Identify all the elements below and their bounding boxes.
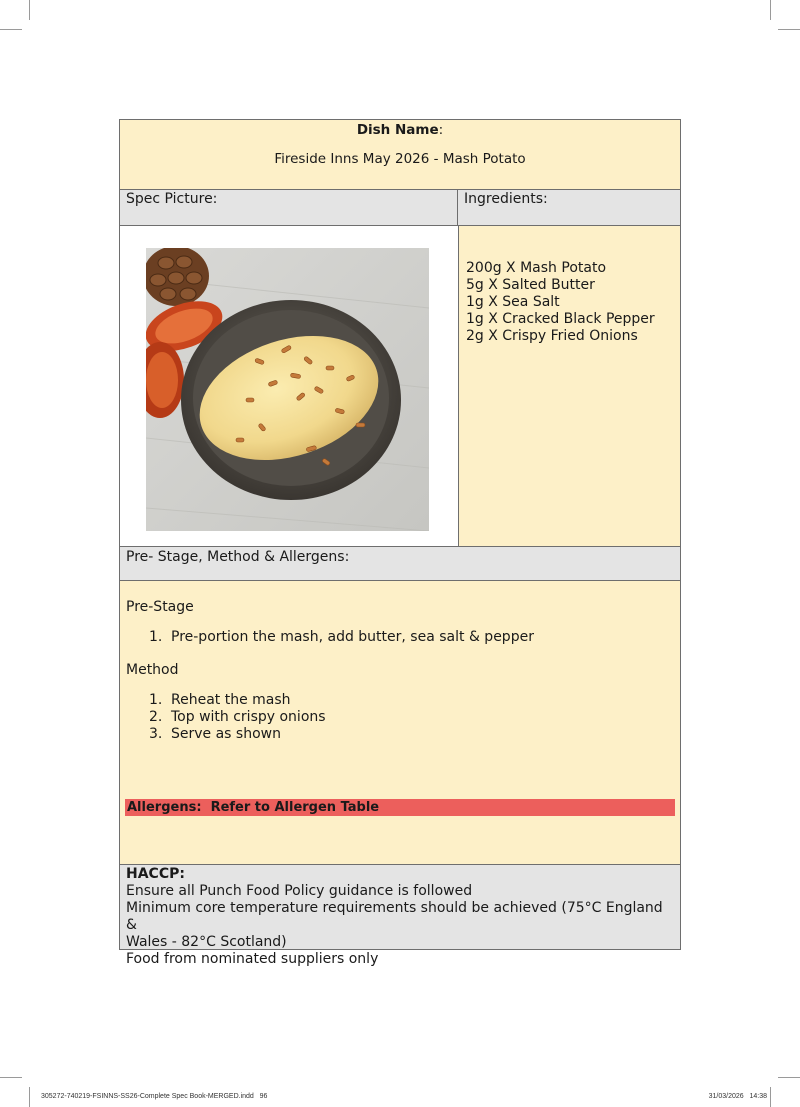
crop-mark <box>0 29 22 30</box>
footer-file-info: 305272-740219-FSINNS-SS26-Complete Spec Book-MERGED.indd 96 <box>41 1093 268 1100</box>
ingredients-header: Ingredients: <box>464 191 548 207</box>
method-step: 1. Reheat the mash <box>149 692 291 708</box>
method-step: 3. Serve as shown <box>149 726 281 742</box>
dish-name-section <box>120 120 680 190</box>
method-title: Method <box>126 662 179 678</box>
ingredients-cell <box>459 226 680 546</box>
prestage-list <box>126 629 674 646</box>
picture-ingredients-row <box>120 226 680 547</box>
crop-mark <box>778 29 800 30</box>
method-section <box>120 581 680 865</box>
crop-mark <box>778 1077 800 1078</box>
prestage-title: Pre-Stage <box>126 599 194 615</box>
spec-picture-header: Spec Picture: <box>120 190 458 225</box>
crop-mark <box>29 0 30 20</box>
haccp-line: Wales - 82°C Scotland) <box>126 934 287 950</box>
haccp-section <box>120 865 680 967</box>
prestage-step: 1. Pre-portion the mash, add butter, sea salt & pepper <box>149 629 534 645</box>
allergen-notice: Allergens: Refer to Allergen Table <box>125 799 675 816</box>
haccp-line: Food from nominated suppliers only <box>126 951 379 967</box>
spec-picture-cell <box>120 226 459 546</box>
haccp-line: Minimum core temperature requirements should be achieved (75°C England & <box>126 900 663 933</box>
ingredient-item: 1g X Cracked Black Pepper <box>466 311 655 327</box>
picture-ingredients-header <box>120 190 680 226</box>
spec-sheet <box>119 119 681 967</box>
footer-date: 31/03/2026 14:38 <box>708 1093 767 1100</box>
method-step: 2. Top with crispy onions <box>149 709 326 725</box>
method-header-row <box>120 547 680 581</box>
crop-mark <box>29 1087 30 1107</box>
ingredient-item: 2g X Crispy Fried Onions <box>466 328 638 344</box>
mash-potato-photo <box>146 248 429 531</box>
ingredient-item: 1g X Sea Salt <box>466 294 560 310</box>
method-header: Pre- Stage, Method & Allergens: <box>126 549 350 565</box>
crop-mark <box>770 1087 771 1107</box>
ingredient-item: 200g X Mash Potato <box>466 260 607 276</box>
method-list <box>126 692 674 743</box>
dish-name-label: Dish Name: <box>356 122 444 138</box>
dish-name: Fireside Inns May 2026 - Mash Potato <box>274 151 526 167</box>
method-body <box>126 599 674 759</box>
ingredient-item: 5g X Salted Butter <box>466 277 595 293</box>
crop-mark <box>770 0 771 20</box>
haccp-line: Ensure all Punch Food Policy guidance is followed <box>126 883 473 899</box>
haccp-title: HACCP: <box>126 866 185 882</box>
crop-mark <box>0 1077 22 1078</box>
